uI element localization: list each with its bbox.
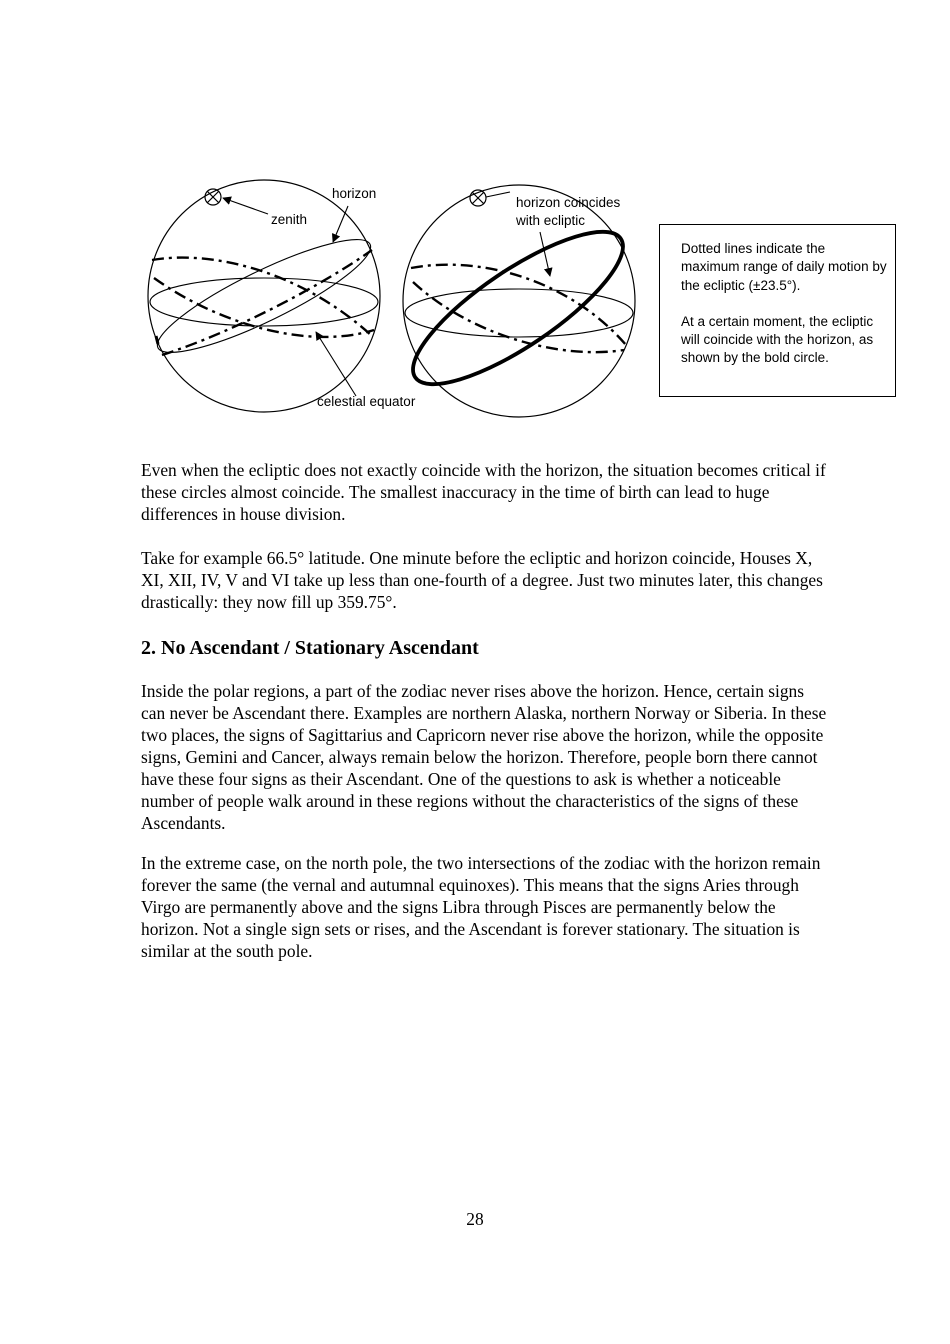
- left-ecliptic-range-cross: [162, 250, 372, 355]
- label-horizon-coincides-line1: horizon coincides: [516, 195, 621, 210]
- figure-note-box: [659, 224, 896, 397]
- paragraph-latitude-example: Take for example 66.5° latitude. One minute before the ecliptic and horizon coincide, Houses X, XI, XII, IV, V and VI take up less than one-fourth of a degree. Just two minutes later, this changes drastically: they now fill up 359.75°.: [141, 548, 823, 612]
- label-horizon: horizon: [332, 186, 377, 201]
- paragraph-polar-regions: Inside the polar regions, a part of the zodiac never rises above the horizon. Hence, certain signs can never be Ascendant there. Examples are northern Alaska, northern Norway or Siberia. In these two places, the signs of Sagittarius and Capricorn never rise above the horizon, while the opposite signs, Gemini and Cancer, always remain below the horizon. Therefore, people born there cannot have these four signs as their Ascendant. One of the questions to ask is whether a noticeable number of people walk around in these regions without the characteristics of the signs of these Ascendants.: [141, 681, 827, 833]
- celestial-sphere-figure: [0, 0, 950, 430]
- note-paragraph-1: Dotted lines indicate the maximum range of daily motion by the ecliptic (±23.5°).: [681, 241, 887, 293]
- paragraph-near-coincidence: Even when the ecliptic does not exactly coincide with the horizon, the situation becomes critical if these circles almost coincide. The smallest inaccuracy in the time of birth can lead to huge differences in house division.: [141, 460, 826, 524]
- note-paragraph-2: At a certain moment, the ecliptic will coincide with the horizon, as shown by the bold circle.: [681, 313, 874, 366]
- horizon-pointer: [333, 206, 348, 242]
- right-ecliptic-range-upper: [411, 265, 626, 345]
- page-number: 28: [466, 1209, 484, 1229]
- right-horizon-ellipse: [405, 289, 633, 337]
- zenith-pointer: [223, 198, 268, 214]
- section-heading: 2. No Ascendant / Stationary Ascendant: [141, 637, 479, 659]
- coincide-pointer: [540, 232, 550, 276]
- left-sphere: [147, 180, 381, 412]
- label-horizon-coincides-line2: with ecliptic: [516, 213, 586, 228]
- right-zenith-tick: [486, 192, 510, 197]
- label-zenith: zenith: [271, 212, 308, 227]
- paragraph-north-pole: In the extreme case, on the north pole, the two intersections of the zodiac with the horizon remain forever the same (the vernal and autumnal equinoxes). This means that the signs Aries through Virgo are permanently above and the signs Libra through Pisces are permanently below the horizon. Not a single sign sets or rises, and the Ascendant is forever stationary. The situation is similar at the south pole.: [141, 853, 821, 961]
- left-ecliptic-range-lower: [154, 278, 374, 337]
- left-horizon-ellipse: [150, 278, 378, 326]
- label-celestial-equator: celestial equator: [317, 394, 416, 409]
